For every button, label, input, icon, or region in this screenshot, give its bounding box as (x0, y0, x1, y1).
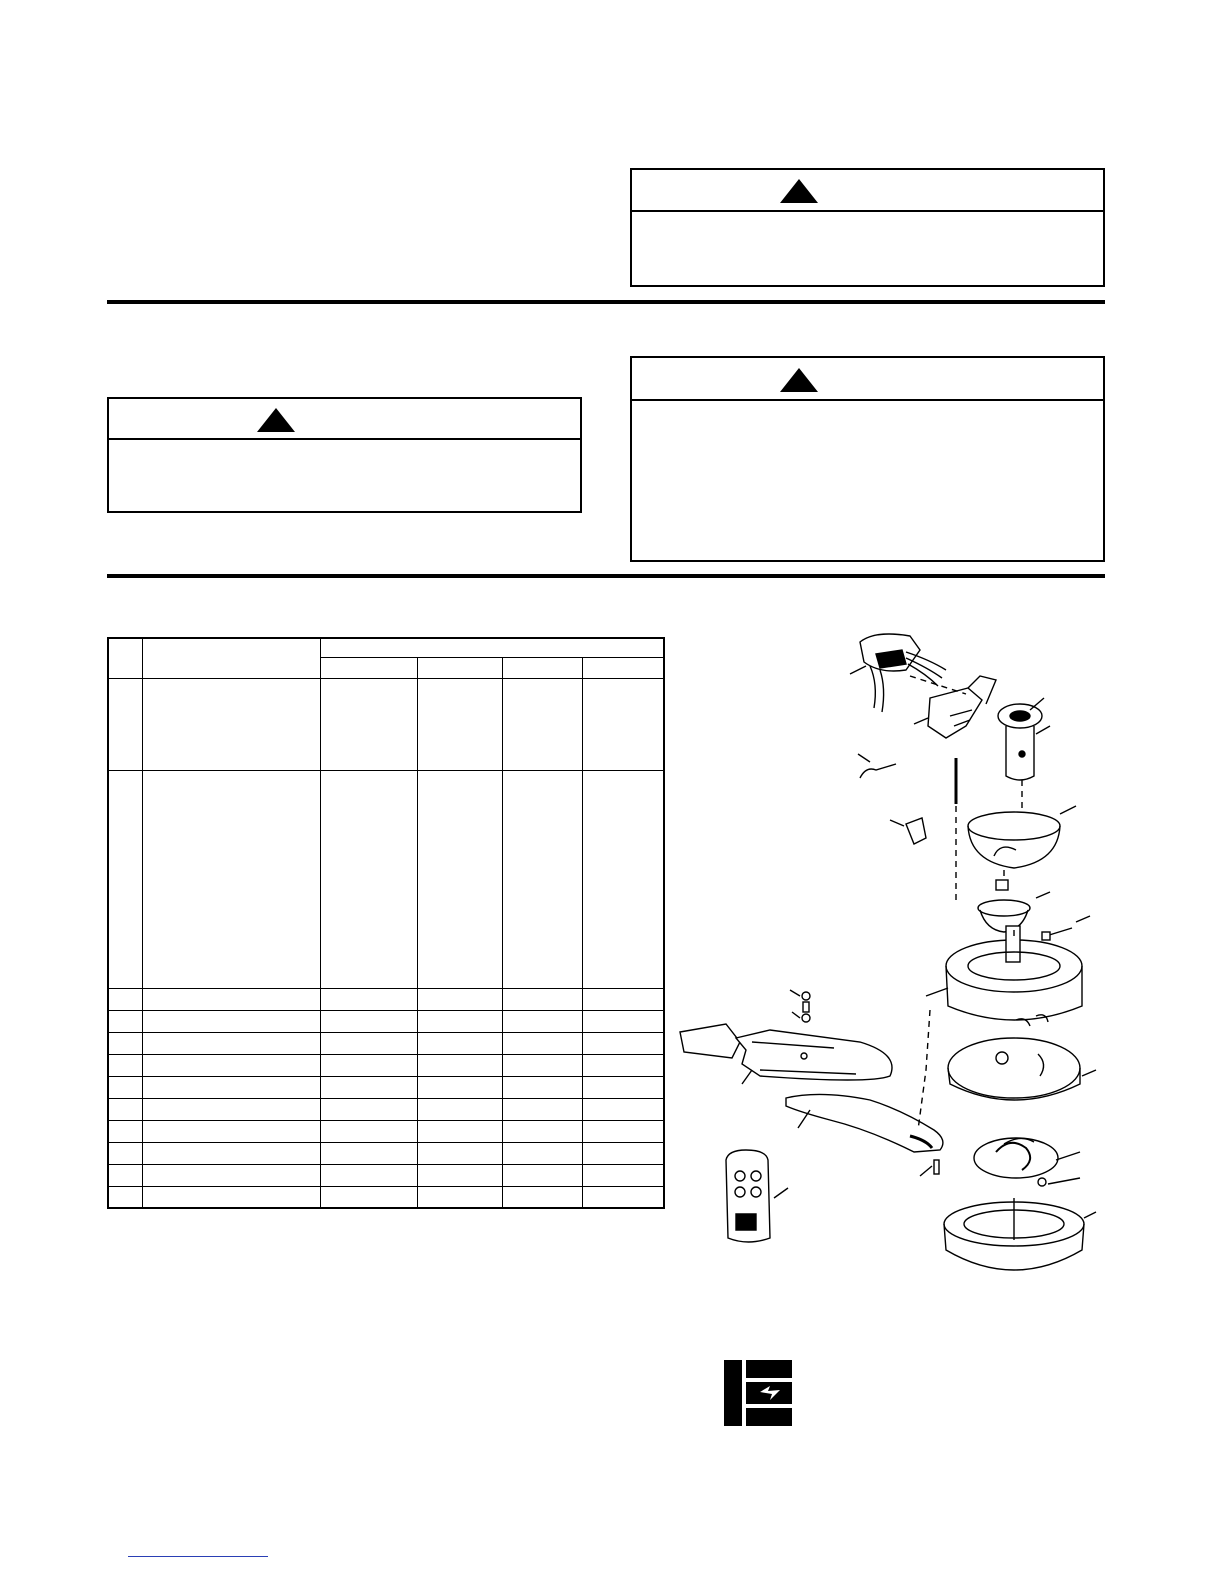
row-description (142, 1186, 320, 1208)
row-cell (582, 770, 664, 988)
row-cell (502, 1054, 582, 1076)
row-no (108, 1010, 142, 1032)
lightning-bolt-icon (746, 1382, 792, 1404)
row-cell (582, 1098, 664, 1120)
switch-housing-plate-part (948, 1038, 1096, 1100)
row-cell (417, 1010, 502, 1032)
row-cell (502, 1076, 582, 1098)
remote-control-part (726, 1150, 788, 1242)
row-no (108, 1164, 142, 1186)
row-cell (502, 770, 582, 988)
row-cell (582, 1076, 664, 1098)
row-cell (417, 1186, 502, 1208)
row-cell (502, 1098, 582, 1120)
row-description (142, 678, 320, 770)
bottom-cap-part (944, 1198, 1096, 1270)
row-cell (417, 770, 502, 988)
warning-box-middle-right (630, 356, 1105, 562)
row-cell (417, 1098, 502, 1120)
section-divider (107, 574, 1105, 578)
row-cell (320, 1098, 417, 1120)
row-cell (320, 1010, 417, 1032)
warning-header (109, 399, 580, 440)
small-screw-part (920, 1160, 939, 1176)
row-description (142, 770, 320, 988)
row-cell (582, 678, 664, 770)
table-row (108, 678, 664, 770)
warning-box-top-right (630, 168, 1105, 287)
logo-top-block (746, 1360, 792, 1378)
ball-joint-part (978, 880, 1050, 932)
motor-housing-part (926, 926, 1082, 1026)
row-description (142, 1054, 320, 1076)
row-cell (582, 1186, 664, 1208)
row-cell (502, 1120, 582, 1142)
row-description (142, 1142, 320, 1164)
row-cell (417, 1164, 502, 1186)
table-row (108, 1142, 664, 1164)
table-row (108, 1076, 664, 1098)
switch-housing-part (974, 1138, 1080, 1186)
row-no (108, 988, 142, 1010)
row-cell (502, 988, 582, 1010)
row-cell (320, 1076, 417, 1098)
row-cell (417, 1076, 502, 1098)
table-row (108, 1120, 664, 1142)
hanger-bracket-part (914, 676, 996, 738)
row-description (142, 1032, 320, 1054)
row-no (108, 1142, 142, 1164)
clevis-pin-part (1042, 916, 1090, 940)
row-no (108, 1054, 142, 1076)
table-row (108, 1054, 664, 1076)
table-row (108, 1164, 664, 1186)
row-no (108, 770, 142, 988)
warning-box-middle-left (107, 397, 582, 513)
row-cell (320, 1164, 417, 1186)
table-row (108, 770, 664, 988)
row-cell (320, 1120, 417, 1142)
row-description (142, 988, 320, 1010)
row-cell (417, 678, 502, 770)
row-cell (417, 1142, 502, 1164)
warning-triangle-icon (257, 408, 295, 432)
row-cell (320, 770, 417, 988)
row-no (108, 1120, 142, 1142)
row-cell (582, 1010, 664, 1032)
row-cell (320, 988, 417, 1010)
table-row (108, 988, 664, 1010)
fan-exploded-diagram (670, 630, 1100, 1300)
warning-header (632, 358, 1103, 401)
section-divider (107, 300, 1105, 304)
row-cell (502, 1142, 582, 1164)
row-cell (582, 988, 664, 1010)
row-cell (320, 1186, 417, 1208)
row-cell (320, 1032, 417, 1054)
row-description (142, 1076, 320, 1098)
row-cell (502, 1186, 582, 1208)
table-subheader (417, 657, 502, 678)
warning-header (632, 170, 1103, 212)
table-row (108, 1032, 664, 1054)
row-description (142, 1010, 320, 1032)
row-no (108, 1098, 142, 1120)
blade-screws-part (790, 990, 810, 1022)
row-cell (417, 1120, 502, 1142)
table-row (108, 1010, 664, 1032)
table-header-description (142, 638, 320, 678)
row-cell (582, 1142, 664, 1164)
wire-nut-part (890, 818, 926, 844)
table-header-no (108, 638, 142, 678)
row-cell (320, 678, 417, 770)
row-no (108, 678, 142, 770)
row-cell (582, 1032, 664, 1054)
footer-link[interactable] (128, 1556, 268, 1557)
row-cell (417, 1054, 502, 1076)
row-cell (502, 1032, 582, 1054)
table-subheader (502, 657, 582, 678)
row-cell (582, 1164, 664, 1186)
row-no (108, 1076, 142, 1098)
blade-part (680, 1024, 892, 1084)
manufacturer-logo (724, 1360, 792, 1426)
row-description (142, 1120, 320, 1142)
row-no (108, 1186, 142, 1208)
table-subheader (582, 657, 664, 678)
hex-key-part (858, 754, 896, 778)
row-cell (502, 1164, 582, 1186)
downrod-part (998, 698, 1050, 780)
warning-triangle-icon (780, 179, 818, 203)
row-cell (320, 1054, 417, 1076)
parts-table (107, 637, 665, 1209)
row-cell (582, 1054, 664, 1076)
row-cell (502, 678, 582, 770)
table-row (108, 1186, 664, 1208)
table-subheader (320, 657, 417, 678)
table-row (108, 1098, 664, 1120)
row-cell (417, 988, 502, 1010)
canopy-part (968, 806, 1076, 868)
row-cell (320, 1142, 417, 1164)
row-description (142, 1098, 320, 1120)
logo-left-bar (724, 1360, 742, 1426)
warning-triangle-icon (780, 368, 818, 392)
table-header-group (320, 638, 664, 657)
row-description (142, 1164, 320, 1186)
row-no (108, 1032, 142, 1054)
row-cell (417, 1032, 502, 1054)
row-cell (502, 1010, 582, 1032)
row-cell (582, 1120, 664, 1142)
logo-bottom-block (746, 1408, 792, 1426)
